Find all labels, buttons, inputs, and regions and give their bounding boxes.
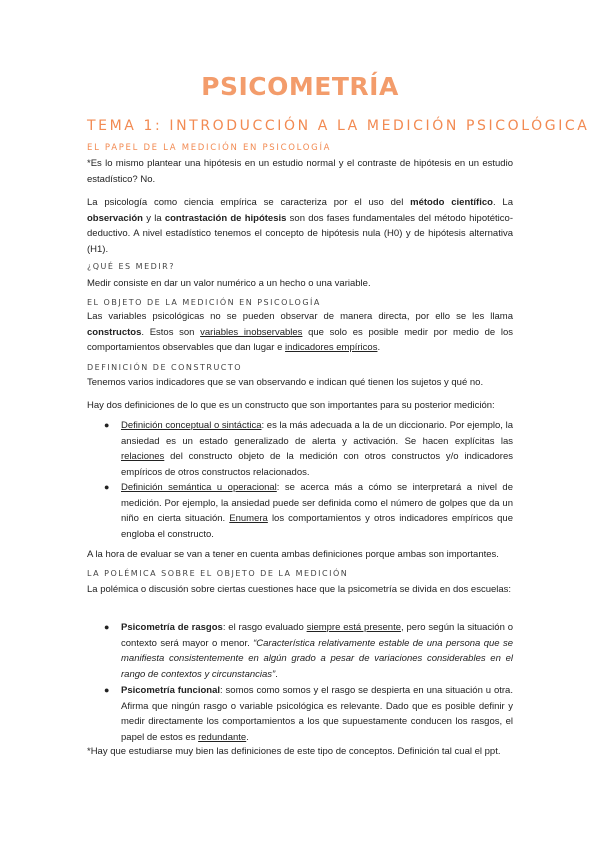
section-heading-constructo: DEFINICIÓN DE CONSTRUCTO [87,363,243,372]
paragraph-evaluar: A la hora de evaluar se van a tener en cuenta ambas definiciones porque ambas son importantes. [87,549,499,560]
question-paragraph: *Es lo mismo plantear una hipótesis en un estudio normal y el contraste de hipótesis en un estudio estadístico? No. [87,158,513,185]
bullet-icon: ● [104,420,110,430]
paragraph-indicadores: Tenemos varios indicadores que se van observando e indican qué tienen los sujetos y qué no. [87,377,484,388]
note-paragraph: *Hay que estudiarse muy bien las definiciones de este tipo de conceptos. Definición tal cual el ppt. [87,746,501,757]
list-item-funcional: Psicometría funcional: somos como somos y el rasgo se despierta en una situación u otra. Afirma que ningún rasgo o variable psicológica es relevante. Dado que es posible definir y medir directamente los comportamientos a los que supuestamente conducen los rasgos, el papel de estos es redundante. [121,685,513,743]
list-item-conceptual: Definición conceptual o sintáctica: es la más adecuada a la de un diccionario. Por ejemplo, la ansiedad es un estado generalizado de alerta y activación. Se hacen explícitas las relaciones del constructo objeto de la medición con otros constructos y/o indicadores empíricos de otros constructos relacionados. [121,420,513,478]
bullet-icon: ● [104,685,110,695]
bullet-icon: ● [104,622,110,632]
list-item-operacional: Definición semántica u operacional: se acerca más a cómo se interpretará a nivel de medición. Por ejemplo, la ansiedad puede ser definida como el número de golpes que da un niño en cierta situación. Enumera los comportamientos y otros indicadores empíricos que engloba el constructo. [121,482,514,540]
section-heading-objeto: EL OBJETO DE LA MEDICIÓN EN PSICOLOGÍA [87,298,321,307]
paragraph-medir: Medir consiste en dar un valor numérico a un hecho o una variable. [87,278,371,289]
bullet-icon: ● [104,482,110,492]
paragraph-psicologia: La psicología como ciencia empírica se caracteriza por el uso del método científico. La observación y la contrastación de hipótesis son dos fases fundamentales del método hipotético-deductivo. A nivel estadístico tenemos el concepto de hipótesis nula (H0) y de hipótesis alternativa (H1). [87,197,513,255]
list-item-rasgos: Psicometría de rasgos: el rasgo evaluado siempre está presente, pero según la situación o contexto será mayor o menor. “Característica relativamente estable de una persona que se manifiesta consistentemente en algún grado a pesar de variaciones considerables en el rango de contextos y circunstancias”. [121,622,513,680]
paragraph-polemica: La polémica o discusión sobre ciertas cuestiones hace que la psicometría se divida en dos escuelas: [87,584,512,595]
paragraph-definiciones: Hay dos definiciones de lo que es un constructo que son importantes para su posterior medición: [87,400,495,411]
page-title: PSICOMETRÍA [201,72,399,101]
section-heading-papel: EL PAPEL DE LA MEDICIÓN EN PSICOLOGÍA [87,143,332,153]
section-heading-medir: ¿QUÉ ES MEDIR? [87,262,175,271]
paragraph-objeto: Las variables psicológicas no se pueden observar de manera directa, por ello se les llama constructos. Estos son variables inobservables que solo es posible medir por medio de los comportamientos observables que dan lugar e indicadores empíricos. [87,311,513,353]
section-heading-polemica: LA POLÉMICA SOBRE EL OBJETO DE LA MEDICIÓN [87,569,349,578]
topic-heading: TEMA 1: INTRODUCCIÓN A LA MEDICIÓN PSICOLÓGICA [87,118,590,134]
